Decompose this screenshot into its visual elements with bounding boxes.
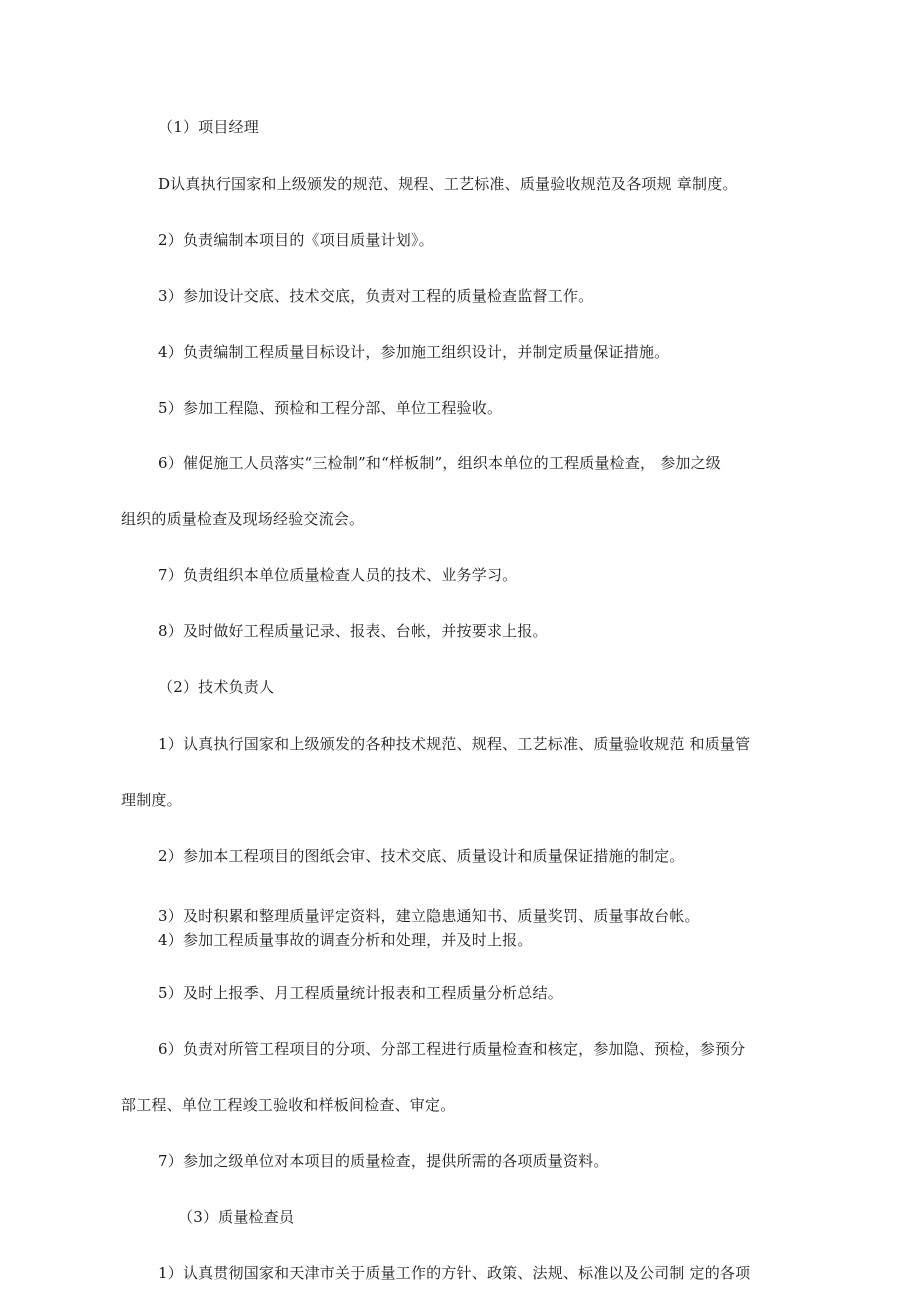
paragraph-line: 6）催促施工人员落实“三检制”和“样板制”，组织本单位的工程质量检查， 参加之级 (158, 454, 721, 472)
section-heading-project-manager: （1）项目经理 (158, 118, 259, 136)
paragraph-line: 1）认真贯彻国家和天津市关于质量工作的方针、政策、法规、标准以及公司制 定的各项 (158, 1264, 751, 1282)
paragraph-line: 4）负责编制工程质量目标设计，参加施工组织设计，并制定质量保证措施。 (158, 343, 670, 361)
paragraph-line: 2）负责编制本项目的《项目质量计划》。 (158, 231, 434, 249)
paragraph-line-continued: 部工程、单位工程竣工验收和样板间检查、审定。 (121, 1096, 456, 1114)
paragraph-line-continued: 组织的质量检查及现场经验交流会。 (121, 510, 365, 528)
paragraph-line: 3）及时积累和整理质量评定资料，建立隐患通知书、质量奖罚、质量事故台帐。 (158, 907, 700, 925)
paragraph-line: 1）认真执行国家和上级颁发的各种技术规范、规程、工艺标准、质量验收规范 和质量管 (158, 735, 751, 753)
paragraph-line: 5）及时上报季、月工程质量统计报表和工程质量分析总结。 (158, 984, 563, 1002)
section-heading-quality-inspector: （3）质量检查员 (178, 1208, 295, 1226)
paragraph-line: 5）参加工程隐、预检和工程分部、单位工程验收。 (158, 399, 503, 417)
paragraph-line: 8）及时做好工程质量记录、报表、台帐，并按要求上报。 (158, 622, 548, 640)
paragraph-line: 2）参加本工程项目的图纸会审、技术交底、质量设计和质量保证措施的制定。 (158, 847, 685, 865)
paragraph-line: 4）参加工程质量事故的调查分析和处理，并及时上报。 (158, 931, 533, 949)
paragraph-line-continued: 理制度。 (121, 791, 182, 809)
paragraph-line: 7）参加之级单位对本项目的质量检查，提供所需的各项质量资料。 (158, 1152, 609, 1170)
paragraph-line: 3）参加设计交底、技术交底，负责对工程的质量检查监督工作。 (158, 287, 594, 305)
paragraph-line: 7）负责组织本单位质量检查人员的技术、业务学习。 (158, 566, 518, 584)
paragraph-line: 6）负责对所管工程项目的分项、分部工程进行质量检查和核定，参加隐、预检，参预分 (158, 1040, 746, 1058)
paragraph-line: D认真执行国家和上级颁发的规范、规程、工艺标准、质量验收规范及各项规 章制度。 (158, 175, 738, 193)
section-heading-technical-lead: （2）技术负责人 (158, 678, 275, 696)
